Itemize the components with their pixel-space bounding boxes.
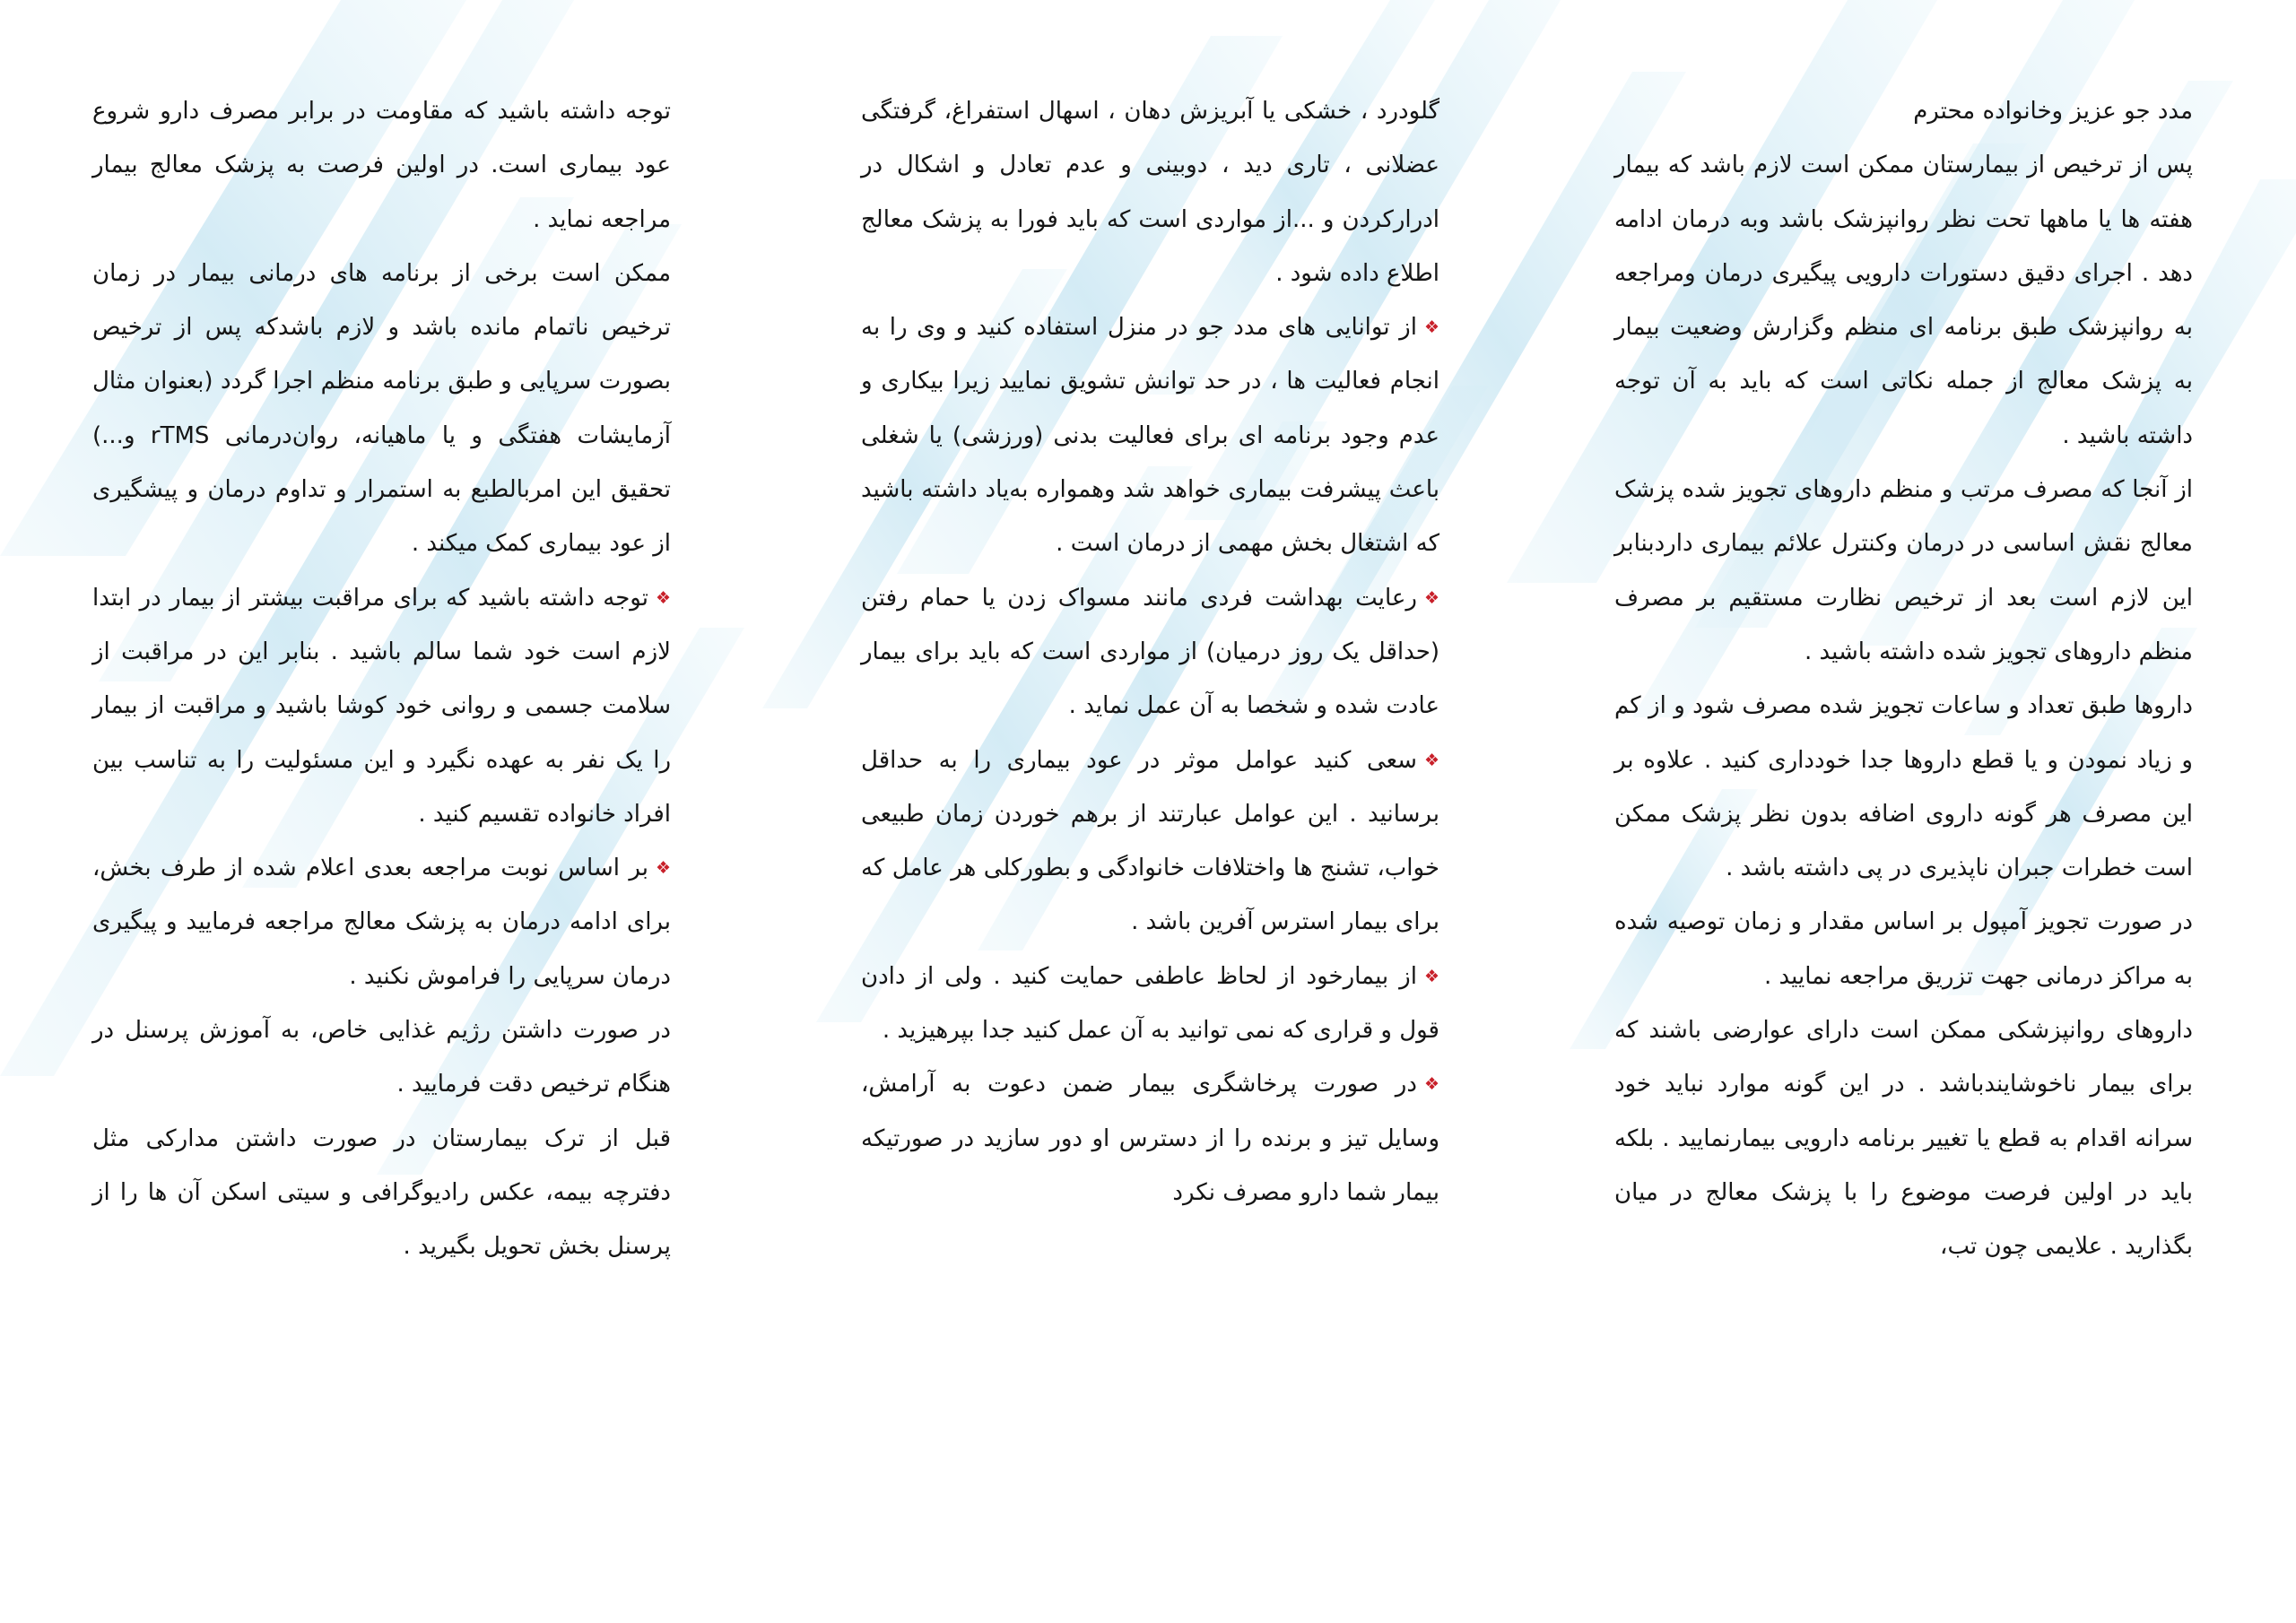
diamond-bullet-icon: ❖ (1423, 966, 1439, 986)
paragraph (92, 1112, 671, 1274)
paragraph-text: داروهای روانپزشکی ممکن است دارای عوارضی باشند که برای بیمار ناخوشایندباشد . در این گونه موارد نباید خود سرانه اقدام به قطع یا تغییر برنامه دارویی بیمارنمایید . بلکه باید در اولین فرصت موضوع را با پزشک معالج در میان بگذارید . علایمی چون تب، (1614, 1017, 2193, 1261)
paragraph (861, 84, 1439, 300)
diamond-bullet-icon: ❖ (655, 587, 671, 608)
paragraph-text: توجه داشته باشید که مقاومت در برابر مصرف دارو شروع عود بیماری است. در اولین فرصت به پزشک معالج بیمار مراجعه نماید . (92, 98, 671, 233)
paragraph-text: بر اساس نوبت مراجعه بعدی اعلام شده از طرف بخش، برای ادامه درمان به پزشک معالج مراجعه فرمایید و پیگیری درمان سرپایی را فراموش نکنید . (92, 855, 671, 990)
paragraph (1614, 84, 2193, 138)
paragraph-text: قبل از ترک بیمارستان در صورت داشتن مدارکی مثل دفترچه بیمه، عکس رادیوگرافی و سیتی اسکن آن ها را از پرسنل بخش تحویل بگیرید . (92, 1124, 671, 1261)
paragraph (92, 1003, 671, 1112)
paragraph-text: مدد جو عزیز وخانواده محترم (1913, 98, 2193, 125)
paragraph-text: در صورت تجویز آمپول بر اساس مقدار و زمان توصیه شده به مراکز درمانی جهت تزریق مراجعه نمایید . (1614, 908, 2193, 990)
diamond-bullet-icon: ❖ (1423, 750, 1439, 770)
paragraph (1614, 463, 2193, 679)
diamond-bullet-icon: ❖ (1423, 317, 1439, 338)
bullet-paragraph (861, 733, 1439, 950)
paragraph-text: از آنجا که مصرف مرتب و منظم داروهای تجویز شده پزشک معالج نقش اساسی در درمان وکنترل علائم بیماری داردبنابر این لازم است بعد از ترخیص نظارت مستقیم بر مصرف منظم داروهای تجویز شده داشته باشید . (1614, 476, 2193, 665)
paragraph (1614, 895, 2193, 1003)
paragraph (1614, 679, 2193, 895)
bullet-paragraph (861, 300, 1439, 570)
paragraph-text: پس از ترخیص از بیمارستان ممکن است لازم باشد که بیمار هفته ها یا ماهها تحت نظر روانپزشک باشد وبه درمان ادامه دهد . اجرای دقیق دستورات دارویی پیگیری درمان ومراجعه به روانپزشک طبق برنامه ای منظم وگزارش وضعیت بیمار به پزشک معالج از جمله نکاتی است که باید به آن توجه داشته باشید . (1614, 152, 2193, 449)
column-right (1614, 84, 2193, 1274)
paragraph-text: از توانایی های مدد جو در منزل استفاده کنید و وی را به انجام فعالیت ها ، در حد توانش تشویق نمایید زیرا بیکاری و عدم وجود برنامه ای برای فعالیت بدنی (ورزشی) یا شغلی باعث پیشرفت بیماری خواهد شد وهمواره به‌یاد داشته باشید که اشتغال بخش مهمی از درمان است . (861, 314, 1439, 558)
diamond-bullet-icon: ❖ (1423, 1074, 1439, 1095)
column-left (92, 84, 671, 1274)
bullet-paragraph (861, 950, 1439, 1058)
column-middle (861, 84, 1439, 1219)
bullet-paragraph (92, 841, 671, 1003)
paragraph-text: گلودرد ، خشکی یا آبریزش دهان ، اسهال استفراغ، گرفتگی عضلانی ، تاری دید ، دوبینی و عدم تعادل و اشکال در ادرارکردن و ...از مواردی است که باید فورا به پزشک معالج اطلاع داده شود . (861, 98, 1439, 287)
paragraph (92, 84, 671, 247)
paragraph (1614, 1003, 2193, 1273)
paragraph-text: داروها طبق تعداد و ساعات تجویز شده مصرف شود و از کم و زیاد نمودن و یا قطع داروها جدا خودداری کنید . علاوه بر این مصرف هر گونه داروی اضافه بدون نظر پزشک ممکن است خطرات جبران ناپذیری در پی داشته باشد . (1614, 692, 2193, 882)
bullet-paragraph (861, 1057, 1439, 1219)
paragraph (1614, 138, 2193, 463)
paragraph-text: ممکن است برخی از برنامه های درمانی بیمار در زمان ترخیص ناتمام مانده باشد و لازم باشدکه پس از ترخیص بصورت سرپایی و طبق برنامه منظم اجرا گردد (بعنوان مثال آزمایشات هفتگی و یا ماهیانه، روان‌درمانی rTMS و...) تحقیق این امربالطبع به استمرار و تداوم درمان و پیشگیری از عود بیماری کمک میکند . (92, 259, 671, 558)
paragraph-text: در صورت پرخاشگری بیمار ضمن دعوت به آرامش، وسایل تیز و برنده را از دسترس او دور سازید در صورتیکه بیمار شما دارو مصرف نکرد (861, 1071, 1439, 1206)
diamond-bullet-icon: ❖ (655, 858, 671, 879)
bullet-paragraph (92, 571, 671, 841)
paragraph-text: از بیمارخود از لحاظ عاطفی حمایت کنید . ولی از دادن قول و قراری که نمی توانید به آن عمل کنید جدا بپرهیزید . (861, 962, 1439, 1045)
paragraph-text: رعایت بهداشت فردی مانند مسواک زدن یا حمام رفتن (حداقل یک روز درمیان) از مواردی است که باید برای بیمار عادت شده و شخصا به آن عمل نماید . (861, 584, 1439, 720)
paragraph-text: سعی کنید عوامل موثر در عود بیماری را به حداقل برسانید . این عوامل عبارتند از برهم خوردن زمان طبیعی خواب، تشنج ها واختلافات خانوادگی و بطورکلی هر عامل که برای بیمار استرس آفرین باشد . (861, 746, 1439, 936)
diamond-bullet-icon: ❖ (1423, 587, 1439, 608)
bullet-paragraph (861, 571, 1439, 733)
paragraph-text: در صورت داشتن رژیم غذایی خاص، به آموزش پرسنل در هنگام ترخیص دقت فرمایید . (92, 1017, 671, 1098)
paragraph-text: توجه داشته باشید که برای مراقبت بیشتر از بیمار در ابتدا لازم است خود شما سالم باشید . بنابر این در مراقبت از سلامت جسمی و روانی خود کوشا باشید و مراقبت از بیمار را یک نفر به عهده نگیرد و این مسئولیت را به تناسب بین افراد خانواده تقسیم کنید . (92, 584, 671, 828)
paragraph (92, 247, 671, 571)
